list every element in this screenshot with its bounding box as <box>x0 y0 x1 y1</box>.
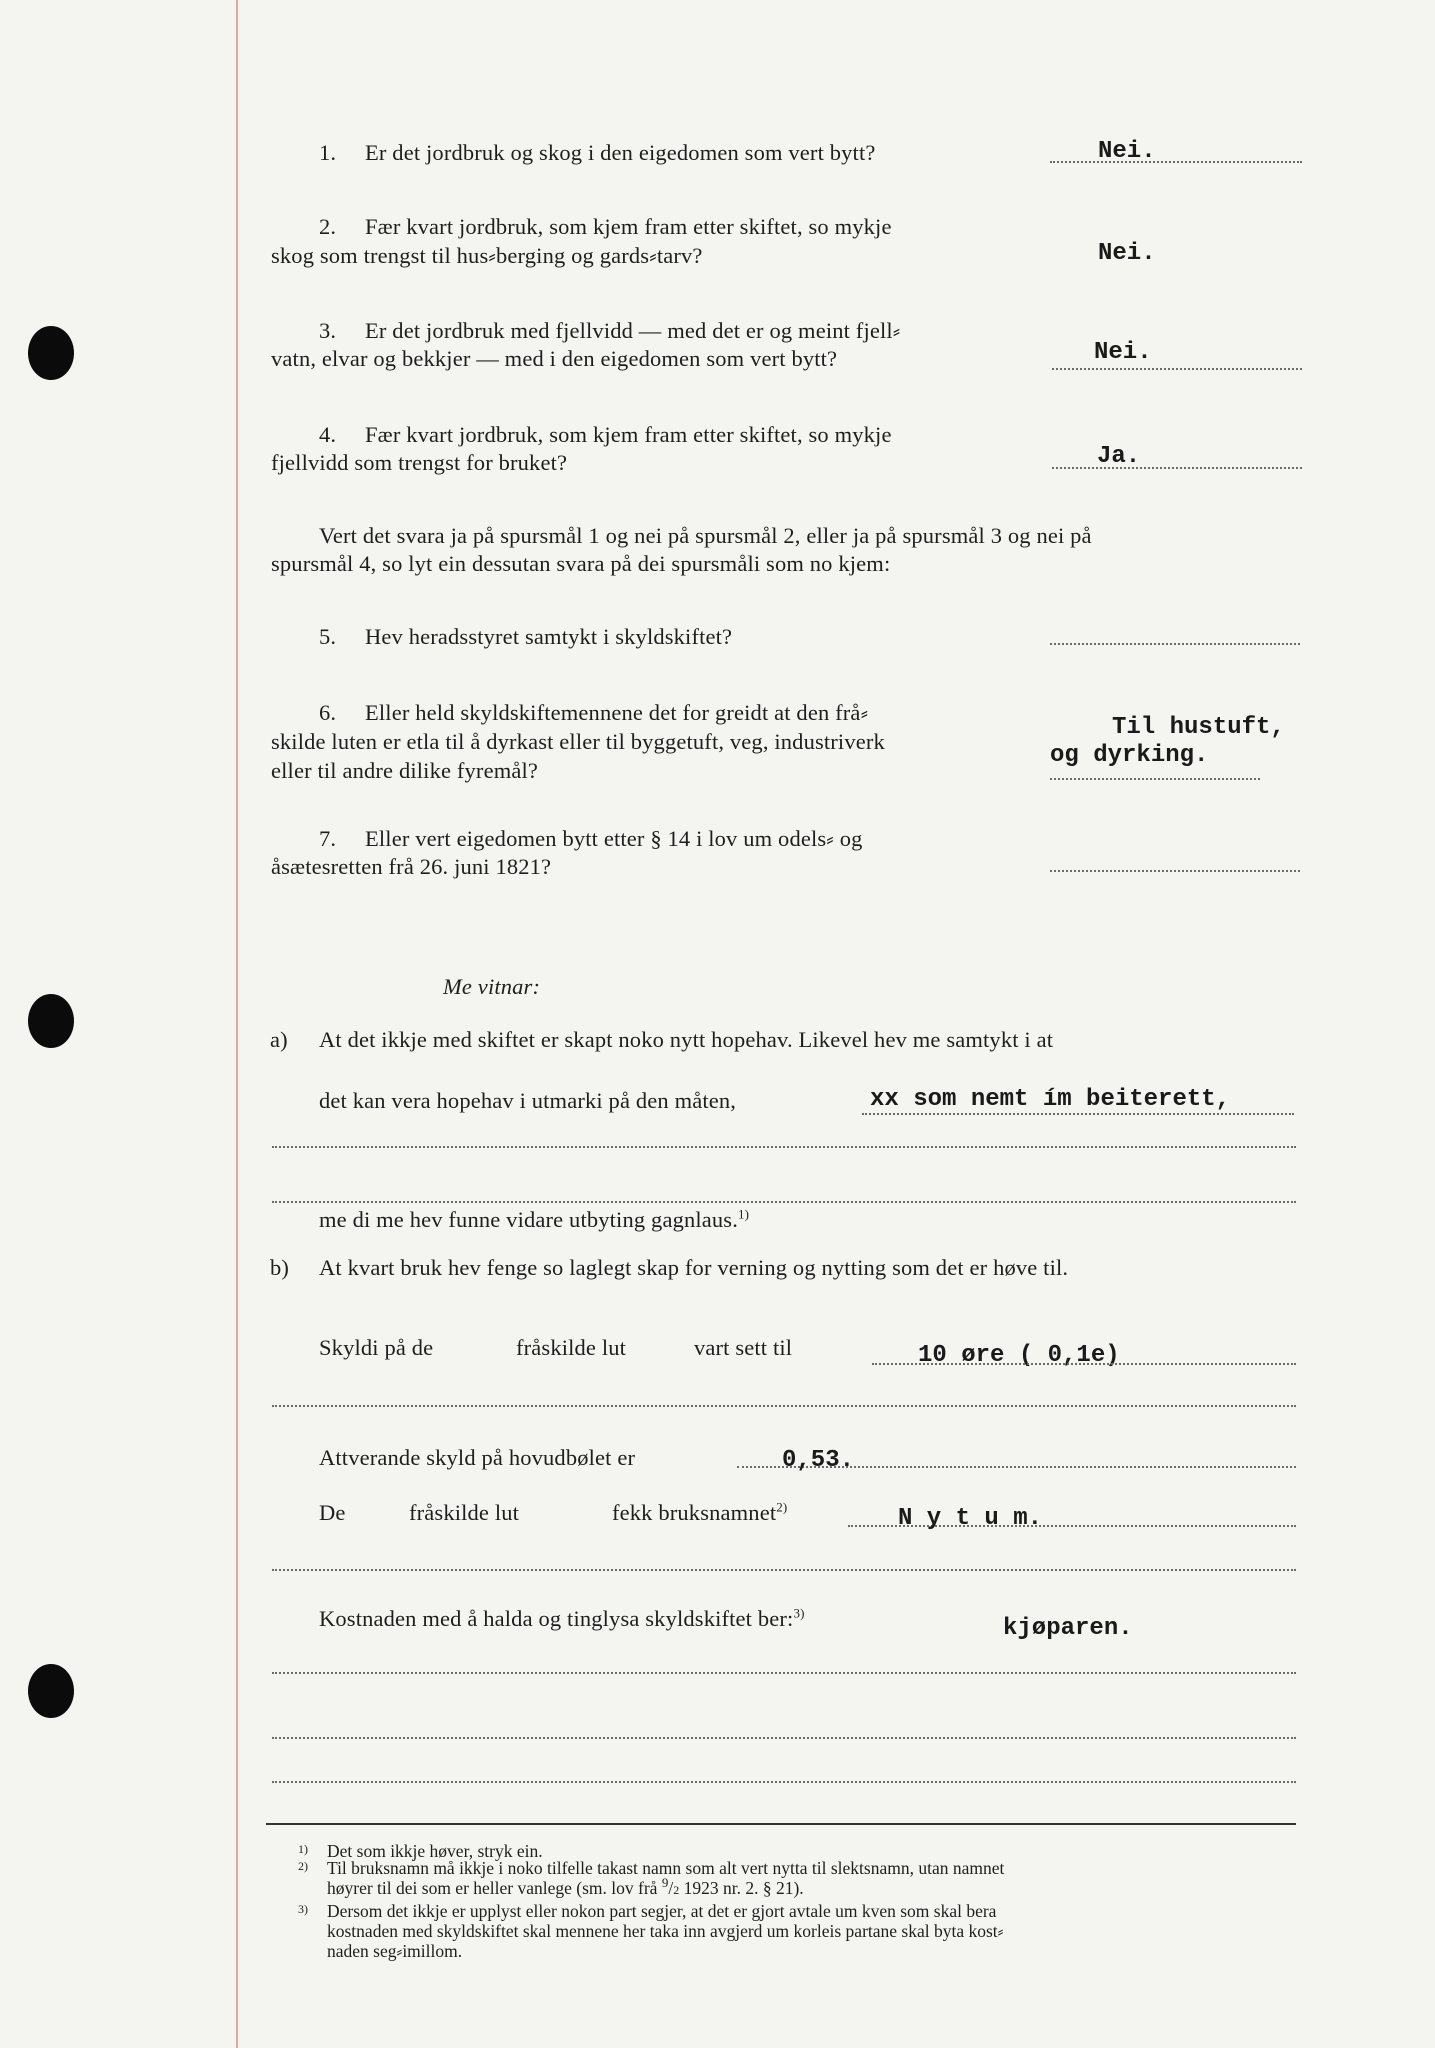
q5-text: Hev heradsstyret samtykt i skyldskiftet? <box>365 624 733 649</box>
kostnad-blank-line <box>272 1672 1296 1674</box>
q6-line2: skilde luten er etla til å dyrkast eller til byggetuft, veg, industriverk <box>271 729 885 754</box>
q1-number: 1. <box>319 140 337 165</box>
footnote-separator <box>266 1823 1296 1825</box>
q7-line1: Eller vert eigedomen bytt etter § 14 i lov um odels⸗ og <box>365 826 863 851</box>
q2-line1: Fær kvart jordbruk, som kjem fram etter skiftet, so mykje <box>365 214 892 239</box>
footnote-1-text: Det som ikkje høver, stryk ein. <box>327 1841 543 1861</box>
attverande-text: Attverande skyld på hovudbølet er <box>319 1445 636 1470</box>
attverande-answer: 0,53. <box>782 1447 855 1474</box>
witness-a-blank-line <box>272 1146 1296 1148</box>
footnote-3-line3: naden seg⸗imillom. <box>327 1941 463 1961</box>
skyld-blank-line <box>272 1405 1296 1407</box>
q2-answer: Nei. <box>1098 240 1156 267</box>
q3-answer: Nei. <box>1094 339 1152 366</box>
witness-b-line1: At kvart bruk hev fenge so laglegt skap for verning og nytting som det er høve til. <box>319 1255 1069 1280</box>
footnote-1-mark: 1) <box>298 1842 308 1856</box>
q1-text: Er det jordbruk og skog i den eigedomen som vert bytt? <box>365 140 876 165</box>
q3-line2: vatn, elvar og bekkjer — med i den eigedomen som vert bytt? <box>271 346 838 371</box>
bruksnamn-part3: fekk bruksnamnet$^{2)}$ <box>612 1499 788 1525</box>
bruksnamn-answer: N y t u m. <box>898 1505 1043 1532</box>
q6-answer-line2: og dyrking. <box>1050 742 1209 769</box>
bruksnamn-part2: fråskilde lut <box>409 1500 520 1525</box>
footnote-3-mark: 3) <box>298 1902 308 1916</box>
q6-line3: eller til andre dilike fyremål? <box>271 758 539 783</box>
footnote-2-line1: Til bruksnamn må ikkje i noko tilfelle takast namn som alt vert nytta til slektsnamn, utan namnet <box>327 1858 1005 1878</box>
intro-line1: Vert det svara ja på spursmål 1 og nei på spursmål 2, eller ja på spursmål 3 og nei på <box>319 523 1092 548</box>
punch-hole-icon <box>28 994 74 1048</box>
kostnad-blank-line <box>272 1781 1296 1783</box>
q4-answer: Ja. <box>1097 443 1141 470</box>
witness-a-line3: me di me hev funne vidare utbyting gagnlaus.$^{1)}$ <box>319 1206 750 1232</box>
witness-a-label: a) <box>270 1027 288 1052</box>
kostnad-text: Kostnaden med å halda og tinglysa skyldskiftet ber:$^{3)}$ <box>319 1605 805 1631</box>
q4-answer-line <box>1052 467 1302 469</box>
q5-number: 5. <box>319 624 337 649</box>
witness-a-answer: xx som nemt ím beiterett, <box>870 1086 1231 1113</box>
q7-answer-line <box>1050 870 1300 872</box>
witness-a-answer-line <box>862 1113 1294 1115</box>
q3-answer-line <box>1052 368 1302 370</box>
q4-line2: fjellvidd som trengst for bruket? <box>271 450 568 475</box>
witness-a-line1: At det ikkje med skiftet er skapt noko nytt hopehav. Likevel hev me samtykt i at <box>319 1027 1054 1052</box>
q6-number: 6. <box>319 700 337 725</box>
red-margin-line <box>236 0 238 2048</box>
q7-line2: åsætesretten frå 26. juni 1821? <box>271 854 552 879</box>
witness-a-blank-line <box>272 1201 1296 1203</box>
q1-answer-line <box>1050 161 1302 163</box>
intro-line2: spursmål 4, so lyt ein dessutan svara på dei spursmåli som no kjem: <box>271 551 891 576</box>
skyld-part1: Skyldi på de <box>319 1335 434 1360</box>
footnote-2-line2: høyrer til dei som er heller vanlege (sm. lov frå $^9$/2 1923 nr. 2. § 21). <box>327 1875 804 1898</box>
q6-answer-line <box>1050 778 1260 780</box>
q3-line1: Er det jordbruk med fjellvidd — med det er og meint fjell⸗ <box>365 318 901 343</box>
footnote-3-line1: Dersom det ikkje er upplyst eller nokon part segjer, at det er gjort avtale um kven som skal bera <box>327 1901 997 1921</box>
bruksnamn-blank-line <box>272 1569 1296 1571</box>
punch-hole-icon <box>28 326 74 380</box>
footnote-3-line2: kostnaden med skyldskiftet skal mennene her taka inn avgjerd um korleis partane skal byta kost⸗ <box>327 1921 1004 1941</box>
q2-number: 2. <box>319 214 337 239</box>
witness-a-line2: det kan vera hopehav i utmarki på den måten, <box>319 1088 737 1113</box>
q5-answer-line <box>1050 643 1300 645</box>
skyld-answer: 10 øre ( 0,1e) <box>918 1342 1120 1369</box>
q6-answer-line1: Til hustuft, <box>1112 714 1285 741</box>
skyld-part3: vart sett til <box>694 1335 793 1360</box>
q4-number: 4. <box>319 422 337 447</box>
q7-number: 7. <box>319 826 337 851</box>
footnote-2-mark: 2) <box>298 1859 308 1873</box>
witness-b-label: b) <box>270 1255 290 1280</box>
punch-hole-icon <box>28 1664 74 1718</box>
skyld-part2: fråskilde lut <box>516 1335 627 1360</box>
skyld-answer-line <box>872 1363 1296 1365</box>
kostnad-blank-line <box>272 1737 1296 1739</box>
q1-answer: Nei. <box>1098 138 1156 165</box>
kostnad-answer: kjøparen. <box>1003 1615 1133 1642</box>
q3-number: 3. <box>319 318 337 343</box>
bruksnamn-part1: De <box>319 1500 346 1525</box>
q6-line1: Eller held skyldskiftemennene det for greidt at den frå⸗ <box>365 700 869 725</box>
witness-heading: Me vitnar: <box>443 974 541 999</box>
q4-line1: Fær kvart jordbruk, som kjem fram etter skiftet, so mykje <box>365 422 892 447</box>
q2-line2: skog som trengst til hus⸗berging og gards⸗tarv? <box>271 243 703 268</box>
